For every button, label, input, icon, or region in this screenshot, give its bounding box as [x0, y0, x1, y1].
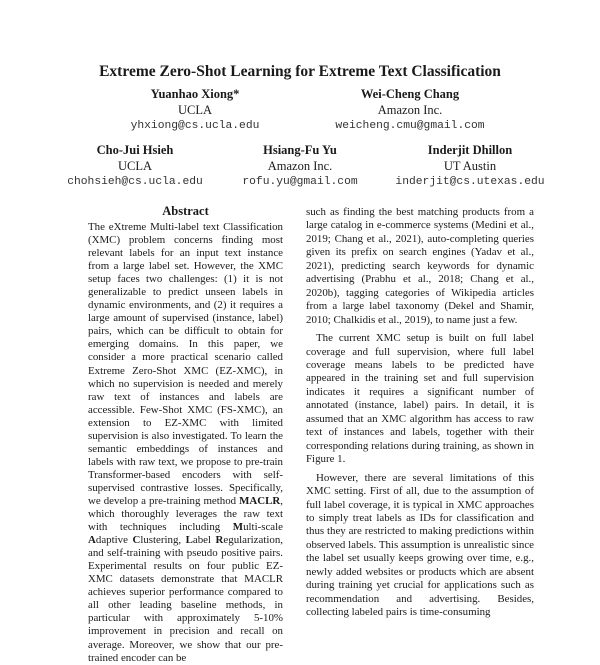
author-email: chohsieh@cs.ucla.edu [67, 176, 203, 188]
acronym-letter: M [232, 521, 244, 534]
abstract-text: daptive [95, 534, 133, 547]
intro-column [306, 206, 534, 620]
author-email: yhxiong@cs.ucla.edu [130, 120, 260, 132]
paper-title: Extreme Zero-Shot Learning for Extreme Text Classification [99, 63, 501, 80]
abstract-text: , which thoroughly leverages the raw text with techniques including [88, 494, 283, 534]
author-email: rofu.yu@gmail.com [242, 176, 358, 188]
abstract-text: abel [192, 534, 216, 547]
author-name: Wei-Cheng Chang [360, 87, 460, 101]
author-block-3 [55, 142, 215, 190]
intro-paragraph-3: However, there are several limitations of this XMC setting. First of all, due to the assumption of full label coverage, it is typical in XMC approaches to simply treat labels as IDs for classification and thus they are restricted to making predictions within observed labels. This assumption is unrealistic since the label set usually keeps growing over time, e.g., newly added websites or products which are absent during training yet crucial for applications such as recommendation and advertising. Besides, collecting labeled pairs is time-consuming [306, 471, 534, 619]
author-name: Hsiang-Fu Yu [263, 143, 337, 157]
abstract-text: ulti-scale [243, 521, 283, 534]
method-name: MACLR [239, 494, 281, 507]
author-affiliation: UCLA [117, 159, 153, 173]
acronym-letter: A [88, 534, 96, 547]
abstract-text: and self-training with pseudo positive pairs. Experimental results on four public EZ-XMC datasets demonstrate that MACLR achieves superior performance compared to all other leading baseline methods, in particular with approximately 5-10% improvement in precision and recall on average. Moreover, we show that our pre-trained encoder can be [88, 547, 283, 664]
author-block-1 [110, 86, 280, 134]
acronym-letter: C [132, 534, 141, 547]
author-email: inderjit@cs.utexas.edu [395, 176, 545, 188]
abstract-body [88, 221, 283, 665]
author-block-5 [385, 142, 555, 190]
author-name: Inderjit Dhillon [427, 143, 513, 157]
abstract-text: The eXtreme Multi-label text Classification (XMC) problem concerns finding most relevant labels for an input text instance from a large label set. However, the XMC setup faces two challenges: (1) it is not generalizable to predict unseen labels in dynamic environments, and (2) it requires a large amount of supervised (instance, label) pairs, which can be difficult to obtain for emerging domains. In this paper, we consider a more practical scenario called Extreme Zero-Shot XMC (EZ-XMC), in which no supervision is needed and merely raw text of instances and labels are accessible. Few-Shot XMC (FS-XMC), an extension to EZ-XMC with limited supervision is also investigated. To learn the semantic embeddings of instances and labels with raw text, we propose to pre-train Transformer-based encoders with self-supervised contrastive losses. Specifically, we develop a pre-training method [88, 221, 283, 507]
intro-paragraph-1: such as finding the best matching products from a large catalog in e-commerce systems (Medini et al., 2019; Chang et al., 2021), auto-completing queries given its prefix on search engines (Yadav et al., 2021), predicting search keywords for dynamic advertising (Prabhu et al., 2018; Chang et al., 2020b), tagging categories of Wikipedia articles from a large label taxonomy (Dekel and Shamir, 2010; Chalkidis et al., 2019), to name just a few. [306, 206, 534, 326]
intro-paragraph-2: The current XMC setup is built on full label coverage and full supervision, where full label coverage means labels to be predicted have appeared in the training set and full supervision indicates it requires a significant number of annotated (instance, label) pairs. In detail, it is assumed that an XMC algorithm has access to raw text of instances and labels, together with their corresponding relations during training, as shown in Figure 1. [306, 332, 534, 466]
acronym-letter: L [185, 534, 193, 547]
author-name: Cho-Jui Hsieh [96, 143, 174, 157]
author-block-2 [300, 86, 520, 134]
author-affiliation: UCLA [177, 103, 213, 117]
acronym-letter: R [215, 534, 224, 547]
abstract-text: egularization, [223, 534, 283, 547]
author-email: weicheng.cmu@gmail.com [335, 120, 485, 132]
author-name: Yuanhao Xiong* [150, 87, 240, 101]
author-affiliation: Amazon Inc. [267, 159, 333, 173]
author-block-4 [220, 142, 380, 190]
abstract-heading: Abstract [162, 204, 209, 218]
abstract-text: lustering, [140, 534, 186, 547]
author-affiliation: UT Austin [443, 159, 497, 173]
author-affiliation: Amazon Inc. [377, 103, 443, 117]
